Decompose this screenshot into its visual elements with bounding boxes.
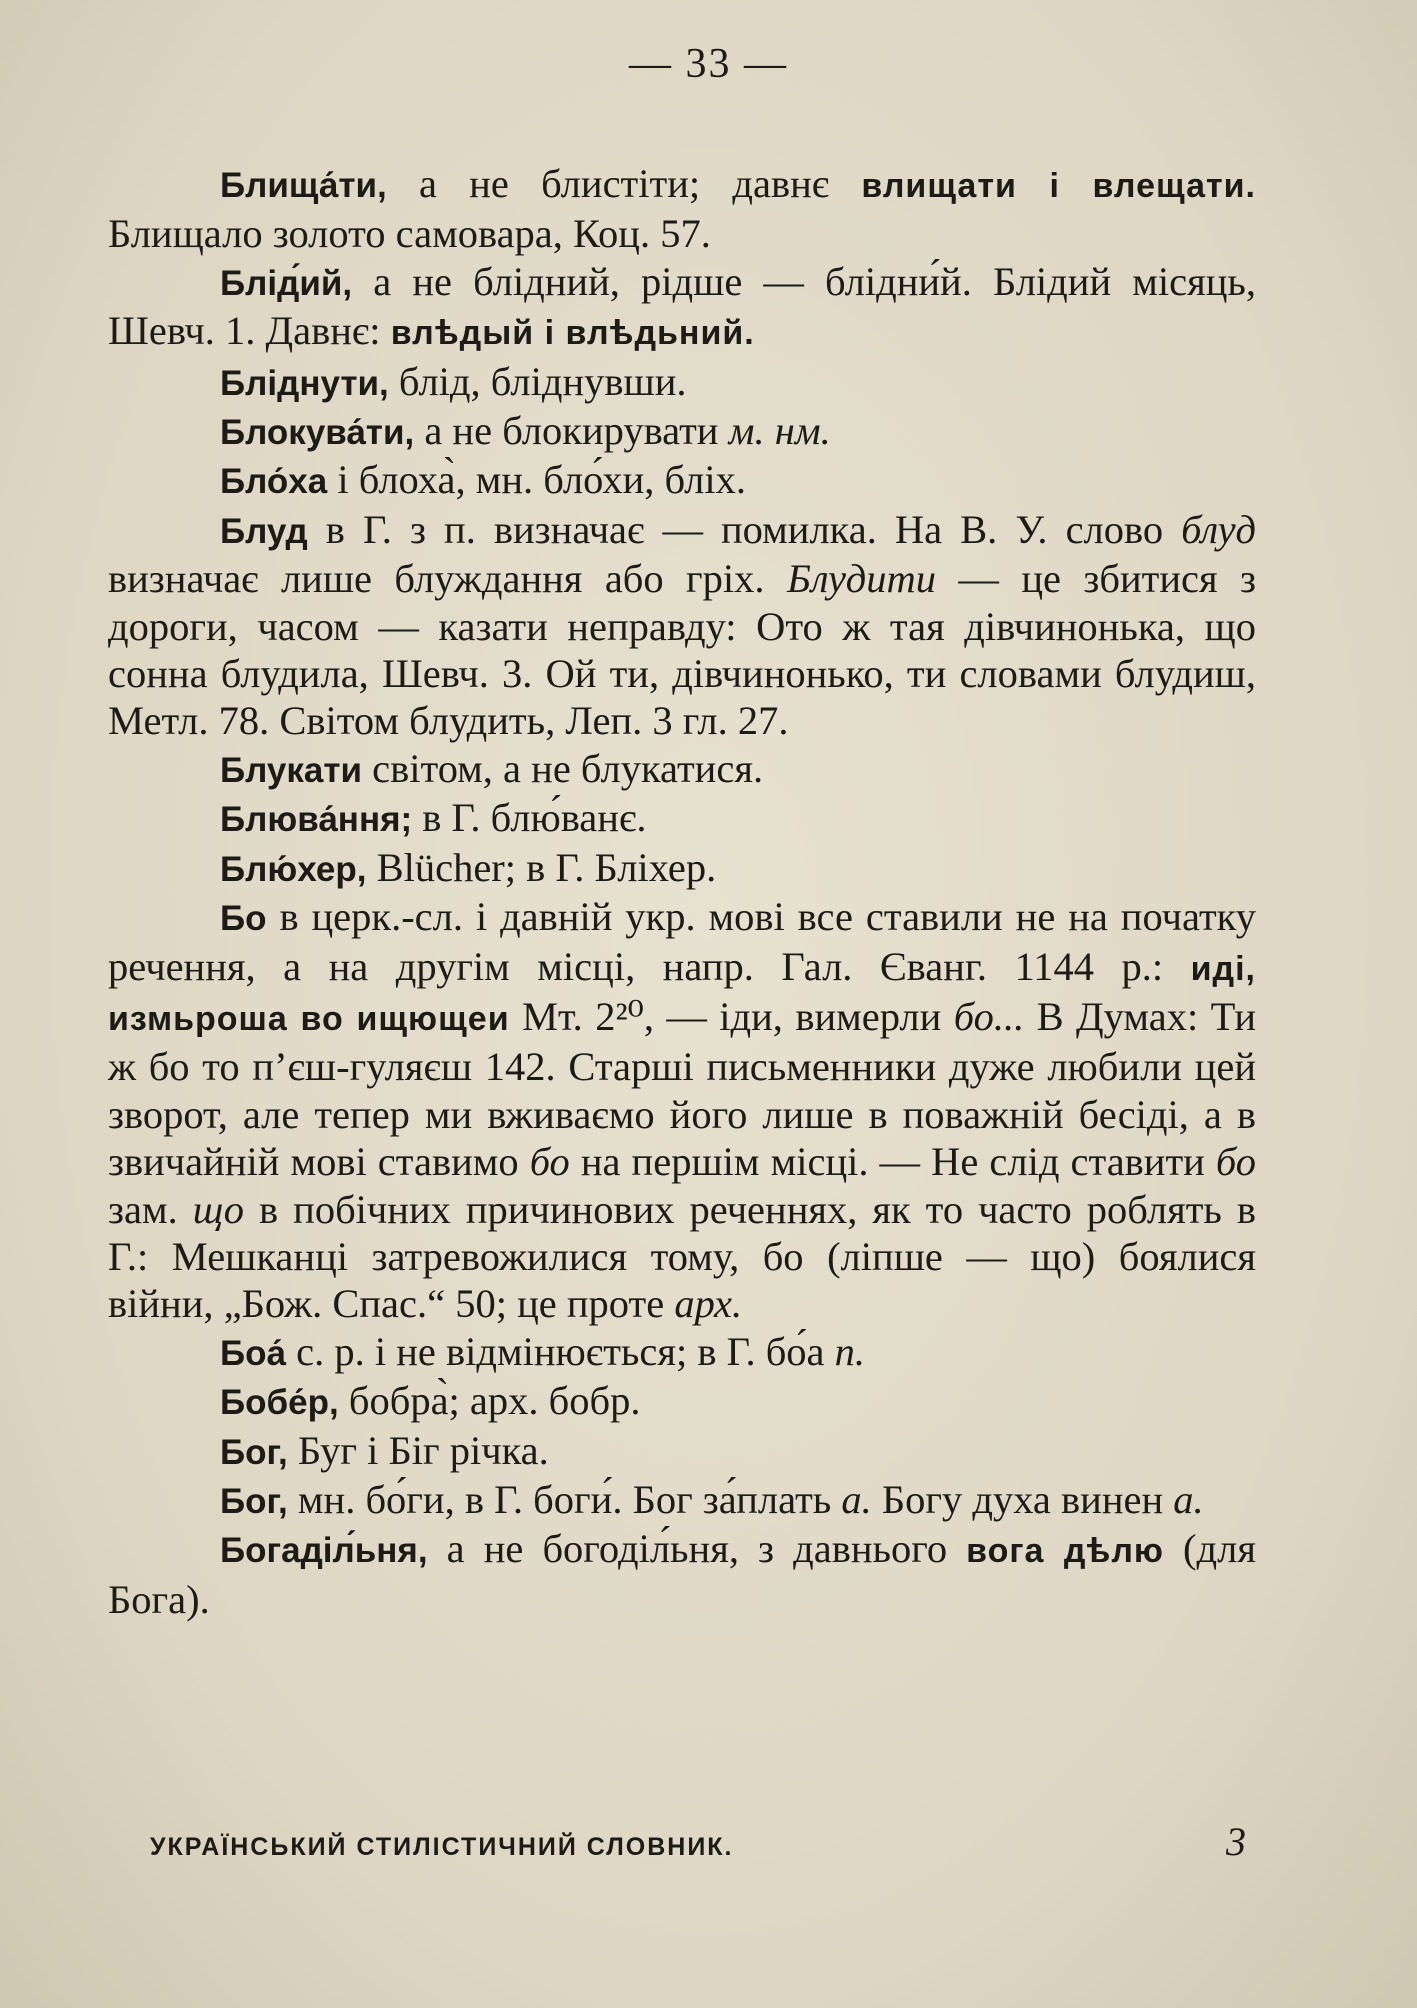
page-number: — 33 —: [629, 41, 788, 87]
dictionary-entry: [108, 506, 1256, 745]
headword: Блукати: [220, 750, 363, 790]
headword: Блю́хер,: [220, 849, 367, 889]
entry-text: світом, а не блукатися.: [362, 745, 764, 791]
headword: Бог,: [220, 1432, 288, 1472]
signature-mark: 3: [1226, 1819, 1246, 1864]
entry-text: Мт. 2²⁰, — іди, вимерли: [509, 993, 954, 1039]
headword: Боа́: [220, 1333, 287, 1373]
entry-text: мн. бо́ги, в Г. боги́. Бог за́плать: [287, 1476, 842, 1522]
old-form: влищати і влещати.: [861, 167, 1256, 205]
italic-text: блуд: [1181, 506, 1256, 552]
dictionary-entry: [108, 160, 1256, 258]
italic-text: п.: [834, 1328, 866, 1374]
headword: Блища́ти,: [220, 166, 387, 205]
headword: Блюва́ння;: [220, 800, 413, 840]
dictionary-entry: [108, 1476, 1256, 1525]
headword: Блокува́ти,: [220, 413, 415, 453]
entry-text: на першім місці. — Не слід ставити: [569, 1139, 1216, 1185]
entry-text: в Г. блю́ванє.: [412, 795, 647, 841]
headword: Богаділ́ьня,: [220, 1531, 428, 1571]
entry-text: а не блистіти; давнє: [386, 161, 862, 206]
entry-text: — це збитися з дороги, часом — казати неправду: Ото ж тая дівчинонька, що сонна блудила, Шевч. 3. Ой ти, дівчинонько, ти словами блудиш, Метл. 78. Світом блудить, Леп. 3 гл. 27.: [108, 556, 1257, 744]
dictionary-entry: [108, 1427, 1256, 1476]
entry-text: а не блокирувати: [414, 408, 729, 454]
italic-text: а.: [1173, 1476, 1204, 1522]
dictionary-entry: [108, 1525, 1256, 1623]
entry-text: В Думах: Ти ж бо то п’єш-гуляєш 142. Старші письменники дуже любили цей зворот, але тепер ми вживаємо його лише в поважній бесіді, а в звичайній мові ставимо: [108, 993, 1257, 1185]
entry-text: і блоха̀, мн. бло́хи, бліх.: [327, 457, 746, 503]
entry-text: Blücher; в Г. Бліхер.: [366, 844, 717, 890]
italic-text: бо: [1215, 1139, 1256, 1185]
italic-text: бо...: [953, 993, 1025, 1039]
entry-text: Буг і Біг річка.: [287, 1427, 549, 1473]
headword: Бобе́р,: [220, 1383, 339, 1423]
dictionary-entry: [108, 456, 1256, 505]
italic-text: що: [192, 1186, 245, 1232]
dictionary-entry: [108, 258, 1256, 358]
dictionary-entry: [108, 1377, 1256, 1426]
dictionary-entry: [108, 844, 1256, 893]
italic-text: м. нм.: [728, 408, 831, 454]
headword: Блуд: [220, 511, 308, 551]
entry-text: в церк.-сл. і давній укр. мові все ставили не на початку речення, а на другім місці, напр. Гал. Єванг. 1144 р.:: [108, 894, 1256, 989]
entry-text: блід, бліднувши.: [388, 358, 687, 404]
dictionary-entry: [108, 794, 1256, 843]
headword: Бог,: [220, 1481, 288, 1521]
old-form: вога дѣлю: [966, 1532, 1164, 1571]
old-form: иді, измьроша во ищющеи: [108, 949, 1256, 1038]
entry-text: Богу духа винен: [871, 1476, 1174, 1522]
italic-text: арх.: [674, 1281, 743, 1327]
entry-text: в Г. з п. визначає — помилка. На В. У. слово: [307, 506, 1182, 552]
dictionary-entry: [108, 893, 1256, 1328]
italic-text: бо: [529, 1139, 570, 1185]
entry-text: визначає лише блуждання або гріх.: [108, 556, 787, 602]
headword: Бло́ха: [220, 462, 328, 502]
page-footer: [150, 1818, 1256, 1865]
entry-text: в побічних причинових реченнях, як то часто роблять в Г.: Мешканці затревожилися тому, бо (ліпше — що) боялися війни, „Бож. Спас.“ 50; це проте: [108, 1186, 1256, 1327]
old-form: влѣдый і влѣдьний.: [390, 314, 755, 353]
dictionary-entry: [108, 1328, 1256, 1377]
dictionary-entry: [108, 407, 1256, 456]
entry-text: а не блідний, рідше — блідни́й. Блідий місяць, Шевч. 1. Давнє:: [108, 258, 1256, 354]
entry-text: с. р. і не відмінюється; в Г. бо́а: [286, 1328, 835, 1374]
headword: Бліднути,: [220, 363, 389, 403]
entry-text: (для Бога).: [108, 1526, 1256, 1622]
running-title: УКРАЇНСЬКИЙ СТИЛІСТИЧНИЙ СЛОВНИК.: [150, 1833, 734, 1861]
entry-text: бобра̀; арх. бобр.: [338, 1378, 641, 1424]
entry-text: а не богоділ́ьня, з давнього: [427, 1526, 967, 1572]
italic-text: а.: [841, 1476, 872, 1522]
dictionary-entries: [108, 160, 1256, 1623]
dictionary-entry: [108, 358, 1256, 407]
italic-text: Блудити: [786, 556, 937, 602]
entry-text: зам.: [108, 1186, 193, 1232]
headword: Блід́ий,: [220, 263, 353, 303]
dictionary-entry: [108, 745, 1256, 794]
headword: Бо: [220, 899, 267, 939]
entry-text: Блищало золото самовара, Коц. 57.: [108, 211, 711, 257]
